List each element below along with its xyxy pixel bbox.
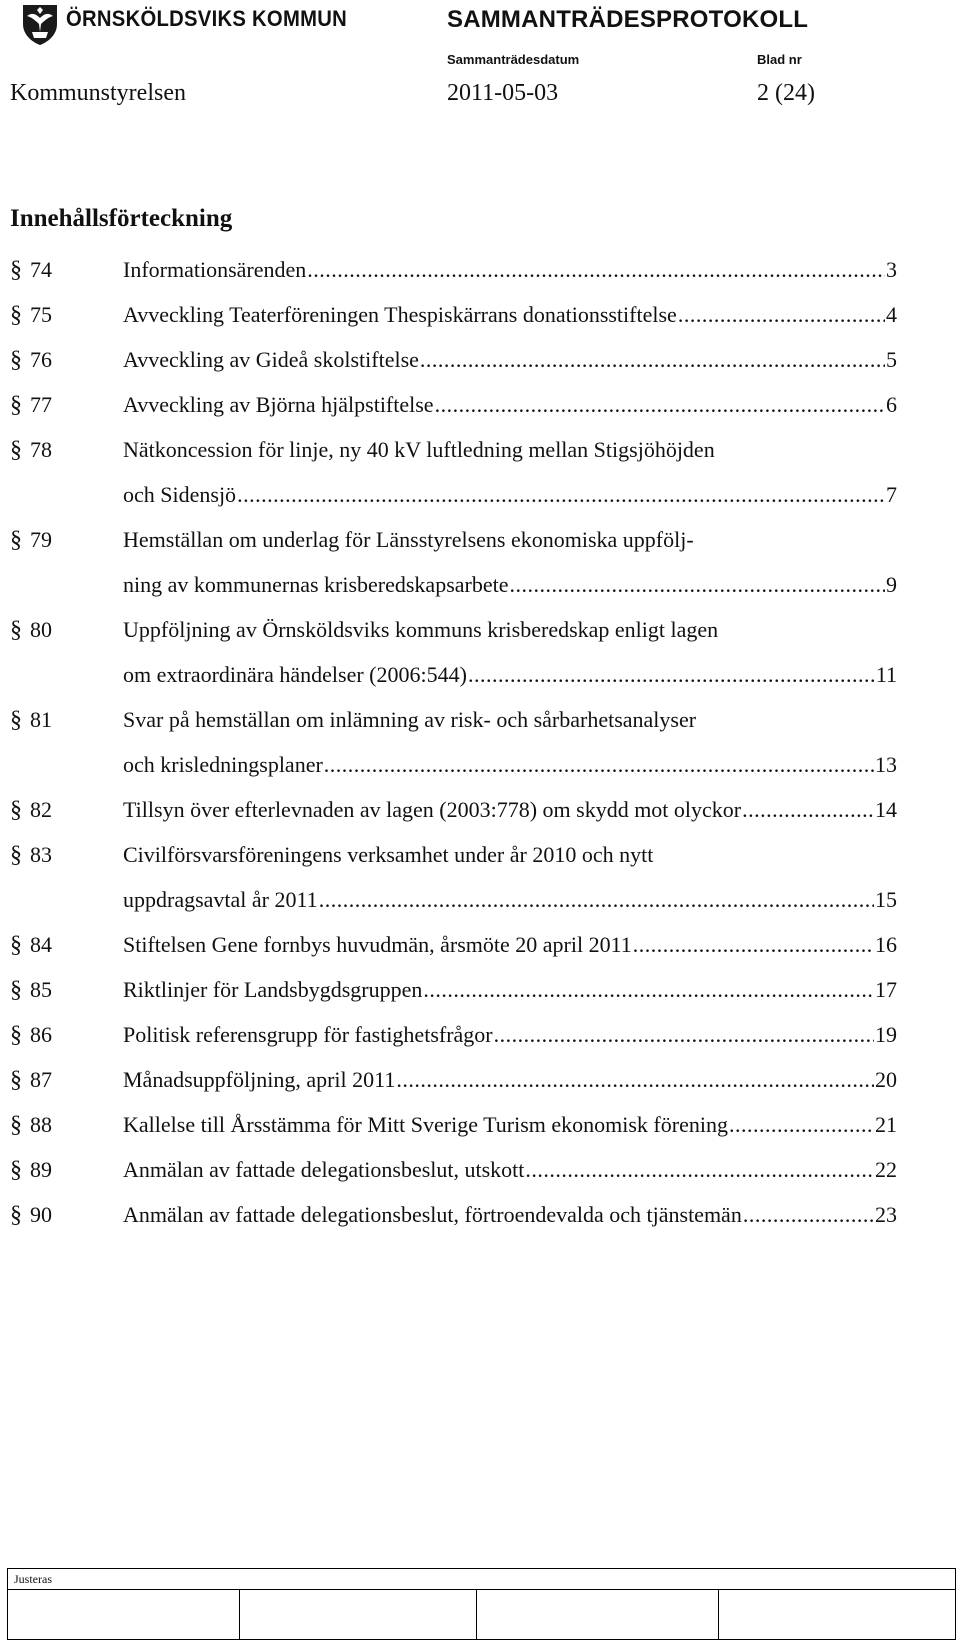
dot-leader [423,974,874,1006]
toc-entry-title-line: Politisk referensgrupp för fastighetsfrågor [123,1022,493,1047]
toc-entry-title-line: Tillsyn över efterlevnaden av lagen (2003:778) om skydd mot olyckor [123,797,742,822]
section-symbol: § [10,1112,22,1138]
dot-leader [525,1154,874,1186]
municipality-crest-logo [20,2,60,46]
section-symbol: § [10,842,22,868]
toc-entry-line [123,884,897,916]
toc-entry-title-line: och krisledningsplaner [123,752,323,777]
section-symbol: § [10,1067,22,1093]
section-symbol: § [10,1202,22,1228]
section-symbol: § [10,437,22,463]
toc-entry-number: 80 [30,617,52,642]
toc-entry-page: 5 [886,347,897,372]
toc-entry-title-line: Uppföljning av Örnsköldsviks kommuns krisberedskap enligt lagen [123,617,719,642]
toc-title: Innehållsförteckning [10,205,233,232]
dot-leader [510,569,886,601]
toc-entry-page: 9 [886,572,897,597]
dot-leader [468,659,875,691]
signature-cell-divider [476,1589,477,1639]
municipality-name: ÖRNSKÖLDSVIKS KOMMUN [66,6,348,31]
signature-row-divider [8,1589,955,1590]
dot-leader [324,749,874,781]
toc-entry-page: 17 [875,977,897,1002]
toc-entry-number: 74 [30,257,52,282]
toc-entry-line [123,929,897,961]
toc-entry-page: 22 [875,1157,897,1182]
toc-entry-number: 84 [30,932,52,957]
toc-entry-title-line: Avveckling av Björna hjälpstiftelse [123,392,434,417]
toc-entry-title-line: Anmälan av fattade delegationsbeslut, utskott [123,1157,525,1182]
toc-entry-title-line: Månadsuppföljning, april 2011 [123,1067,396,1092]
toc-entry-page: 6 [886,392,897,417]
toc-entry-title-line: Nätkoncession för linje, ny 40 kV luftledning mellan Stigsjöhöjden [123,437,715,462]
dot-leader [494,1019,874,1051]
toc-entry-title-line: Avveckling Teaterföreningen Thespiskärrans donationsstiftelse [123,302,677,327]
document-type-title: SAMMANTRÄDESPROTOKOLL [447,6,809,33]
toc-entry-page: 21 [875,1112,897,1137]
section-symbol: § [10,707,22,733]
toc-entry-line [123,254,897,286]
dot-leader [420,344,885,376]
toc-entry-page: 16 [875,932,897,957]
toc-entry-number: 87 [30,1067,52,1092]
toc-entry-title-line: Kallelse till Årsstämma för Mitt Sverige Turism ekonomisk förening [123,1112,728,1137]
toc-entry-number: 79 [30,527,52,552]
toc-entry-title-line: Stiftelsen Gene fornbys huvudmän, årsmöte 20 april 2011 [123,932,632,957]
toc-entry-page: 7 [886,482,897,507]
dot-leader [743,1199,874,1231]
section-symbol: § [10,932,22,958]
signature-cell-divider [718,1589,719,1639]
dot-leader [396,1064,874,1096]
section-symbol: § [10,302,22,328]
dot-leader [742,794,874,826]
toc-entry-number: 82 [30,797,52,822]
section-symbol: § [10,797,22,823]
toc-entry-page: 3 [886,257,897,282]
toc-entry-number: 85 [30,977,52,1002]
toc-entry-page: 15 [875,887,897,912]
page-number: 2 (24) [757,80,815,106]
toc-entry-number: 75 [30,302,52,327]
toc-entry-title-line: ning av kommunernas krisberedskapsarbete [123,572,509,597]
toc-entry-line [123,1019,897,1051]
toc-entry-title-line: Anmälan av fattade delegationsbeslut, förtroendevalda och tjänstemän [123,1202,742,1227]
section-symbol: § [10,977,22,1003]
toc-entry-title-line: och Sidensjö [123,482,237,507]
toc-entry-line [123,1199,897,1231]
toc-entry-title-line: Svar på hemställan om inlämning av risk- och sårbarhetsanalyser [123,707,697,732]
toc-entry-number: 81 [30,707,52,732]
toc-entry-line [123,1154,897,1186]
section-symbol: § [10,392,22,418]
toc-entry-number: 86 [30,1022,52,1047]
dot-leader [729,1109,874,1141]
dot-leader [435,389,885,421]
toc-entry-line [123,389,897,421]
committee-name: Kommunstyrelsen [10,80,186,106]
toc-entry-page: 19 [875,1022,897,1047]
toc-entry-line [123,749,897,781]
section-symbol: § [10,617,22,643]
toc-entry-page: 4 [886,302,897,327]
toc-entry-title-line: uppdragsavtal år 2011 [123,887,318,912]
section-symbol: § [10,1157,22,1183]
section-symbol: § [10,347,22,373]
toc-entry-page: 20 [875,1067,897,1092]
section-symbol: § [10,527,22,553]
toc-entry-page: 11 [875,662,897,687]
toc-entry-number: 76 [30,347,52,372]
toc-entry-number: 83 [30,842,52,867]
toc-entry-title-line: om extraordinära händelser (2006:544) [123,662,467,687]
meeting-date-label: Sammanträdesdatum [447,52,580,67]
dot-leader [678,299,885,331]
toc-entry-title-line: Civilförsvarsföreningens verksamhet under år 2010 och nytt [123,842,654,867]
toc-entry-line [123,479,897,511]
meeting-date: 2011-05-03 [447,80,559,106]
signature-cell-divider [239,1589,240,1639]
dot-leader [307,254,885,286]
toc-entry-line [123,1109,897,1141]
section-symbol: § [10,257,22,283]
toc-entry-line [123,794,897,826]
toc-entry-title-line: Riktlinjer för Landsbygdsgruppen [123,977,423,1002]
dot-leader [319,884,874,916]
justeras-signature-box [7,1568,956,1640]
toc-entry-page: 13 [875,752,897,777]
toc-entry-line [123,344,897,376]
toc-entry-page: 23 [875,1202,897,1227]
dot-leader [237,479,885,511]
toc-entry-line [123,569,897,601]
page-number-label: Blad nr [757,52,802,67]
toc-entry-page: 14 [875,797,897,822]
toc-entry-line [123,974,897,1006]
toc-entry-title-line: Avveckling av Gideå skolstiftelse [123,347,419,372]
justeras-label: Justeras [14,1572,52,1586]
section-symbol: § [10,1022,22,1048]
toc-entry-title-line: Hemställan om underlag för Länsstyrelsens ekonomiska uppfölj- [123,527,694,552]
toc-entry-title-line: Informationsärenden [123,257,307,282]
toc-entry-line [123,299,897,331]
toc-entry-line [123,659,897,691]
toc-entry-number: 77 [30,392,52,417]
dot-leader [633,929,874,961]
toc-entry-number: 78 [30,437,52,462]
toc-entry-number: 90 [30,1202,52,1227]
toc-entry-number: 89 [30,1157,52,1182]
toc-entry-line [123,1064,897,1096]
toc-entry-number: 88 [30,1112,52,1137]
